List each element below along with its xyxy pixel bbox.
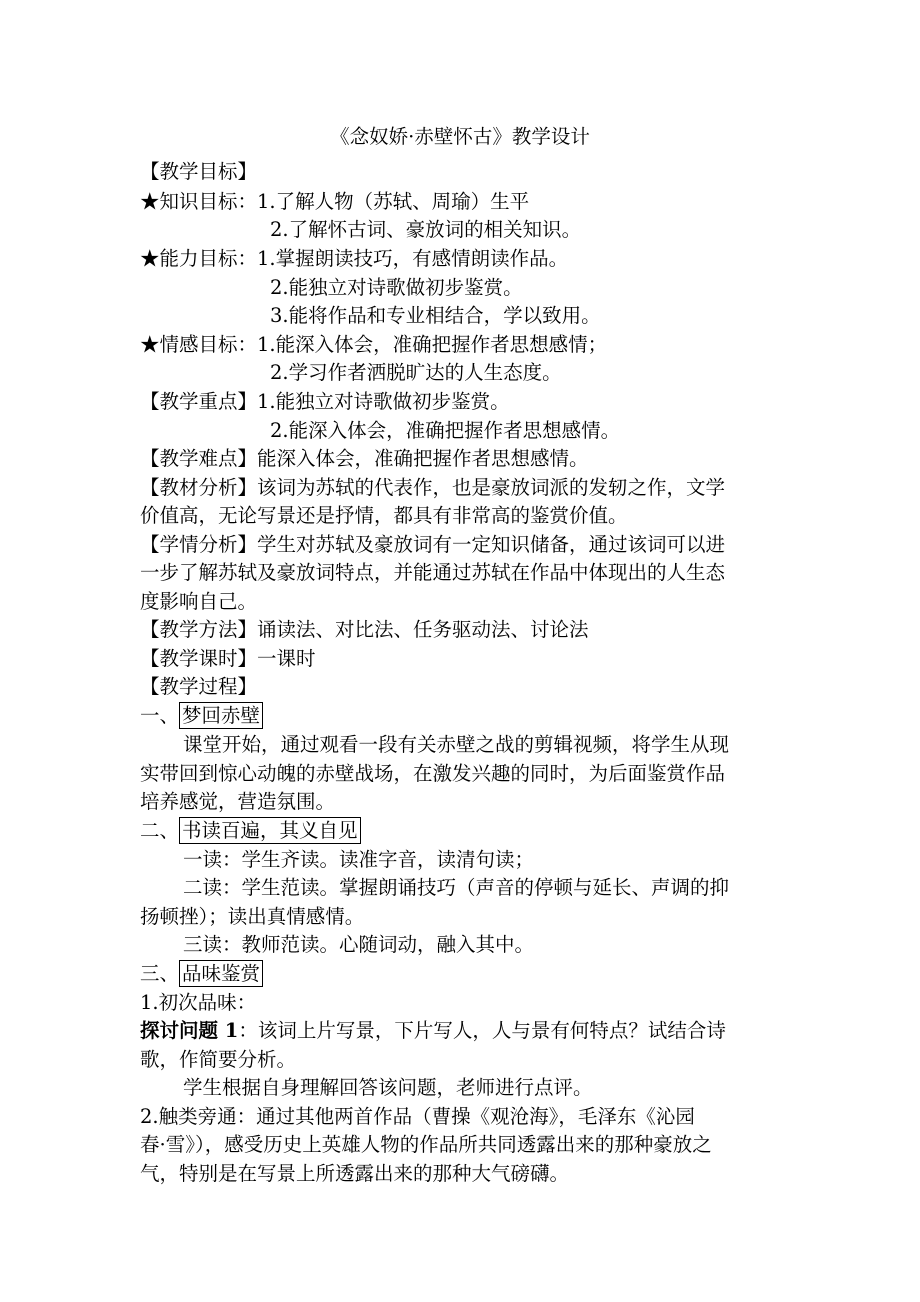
reading-3: 三读：教师范读。心随词动，融入其中。 bbox=[183, 933, 535, 956]
section-3-number: 三、 bbox=[140, 962, 180, 985]
section-3-heading bbox=[140, 959, 263, 989]
section-2-heading bbox=[140, 816, 361, 846]
analogy-line-1: 2.触类旁通：通过其他两首作品（曹操《观沧海》，毛泽东《沁园 bbox=[140, 1105, 695, 1128]
student-analysis-line-3: 度影响自己。 bbox=[140, 590, 258, 613]
question-1-line bbox=[140, 1016, 726, 1046]
section-2-title-box: 书读百遍，其义自见 bbox=[179, 817, 361, 844]
material-analysis-line-1: 【教材分析】该词为苏轼的代表作，也是豪放词派的发轫之作，文学 bbox=[140, 476, 726, 499]
question-1-cont: 歌，作简要分析。 bbox=[140, 1048, 297, 1071]
period-line: 【教学课时】一课时 bbox=[140, 647, 316, 670]
section-2-number: 二、 bbox=[140, 819, 180, 842]
analogy-line-2: 春·雪》），感受历史上英雄人物的作品所共同透露出来的那种豪放之 bbox=[140, 1133, 712, 1156]
emotion-goal-2: 2.学习作者洒脱旷达的人生态度。 bbox=[270, 361, 562, 384]
reading-1: 一读：学生齐读。读准字音，读清句读； bbox=[183, 848, 535, 871]
knowledge-goal-1: ★知识目标：1.了解人物（苏轼、周瑜）生平 bbox=[140, 190, 530, 213]
question-1-note: 学生根据自身理解回答该问题，老师进行点评。 bbox=[183, 1076, 593, 1099]
student-analysis-line-1: 【学情分析】学生对苏轼及豪放词有一定知识储备，通过该词可以进 bbox=[140, 533, 726, 556]
reading-2-cont: 扬顿挫）；读出真情感情。 bbox=[140, 905, 365, 928]
ability-goal-2: 2.能独立对诗歌做初步鉴赏。 bbox=[270, 276, 523, 299]
emotion-goal-1: ★情感目标：1.能深入体会，准确把握作者思想感情； bbox=[140, 333, 608, 356]
question-1-label: 探讨问题 1 bbox=[140, 1019, 239, 1042]
key-point-1: 【教学重点】1.能独立对诗歌做初步鉴赏。 bbox=[140, 390, 510, 413]
question-1-text: ：该词上片写景，下片写人，人与景有何特点？试结合诗 bbox=[238, 1019, 726, 1042]
section-1-body-3: 培养感觉，营造氛围。 bbox=[140, 790, 336, 813]
ability-goal-1: ★能力目标：1.掌握朗读技巧，有感情朗读作品。 bbox=[140, 247, 569, 270]
heading-objectives: 【教学目标】 bbox=[140, 160, 258, 183]
first-taste-line: 1.初次品味： bbox=[140, 991, 257, 1014]
section-1-body-1: 课堂开始，通过观看一段有关赤壁之战的剪辑视频，将学生从现 bbox=[183, 733, 730, 756]
method-line: 【教学方法】诵读法、对比法、任务驱动法、讨论法 bbox=[140, 618, 589, 641]
section-1-heading bbox=[140, 701, 263, 731]
process-heading: 【教学过程】 bbox=[140, 675, 258, 698]
knowledge-goal-2: 2.了解怀古词、豪放词的相关知识。 bbox=[270, 218, 582, 241]
analogy-line-3: 气，特别是在写景上所透露出来的那种大气磅礴。 bbox=[140, 1162, 570, 1185]
section-1-body-2: 实带回到惊心动魄的赤壁战场，在激发兴趣的同时，为后面鉴赏作品 bbox=[140, 762, 726, 785]
document-title: 《念奴娇·赤壁怀古》教学设计 bbox=[330, 125, 590, 148]
section-3-title-box: 品味鉴赏 bbox=[179, 960, 263, 987]
key-point-2: 2.能深入体会，准确把握作者思想感情。 bbox=[270, 419, 621, 442]
material-analysis-line-2: 价值高，无论写景还是抒情，都具有非常高的鉴赏价值。 bbox=[140, 504, 628, 527]
ability-goal-3: 3.能将作品和专业相结合，学以致用。 bbox=[270, 304, 601, 327]
difficulty-line: 【教学难点】能深入体会，准确把握作者思想感情。 bbox=[140, 447, 589, 470]
reading-2: 二读：学生范读。掌握朗诵技巧（声音的停顿与延长、声调的抑 bbox=[183, 876, 730, 899]
student-analysis-line-2: 一步了解苏轼及豪放词特点，并能通过苏轼在作品中体现出的人生态 bbox=[140, 561, 726, 584]
section-1-title-box: 梦回赤壁 bbox=[179, 702, 263, 729]
section-1-number: 一、 bbox=[140, 704, 180, 727]
